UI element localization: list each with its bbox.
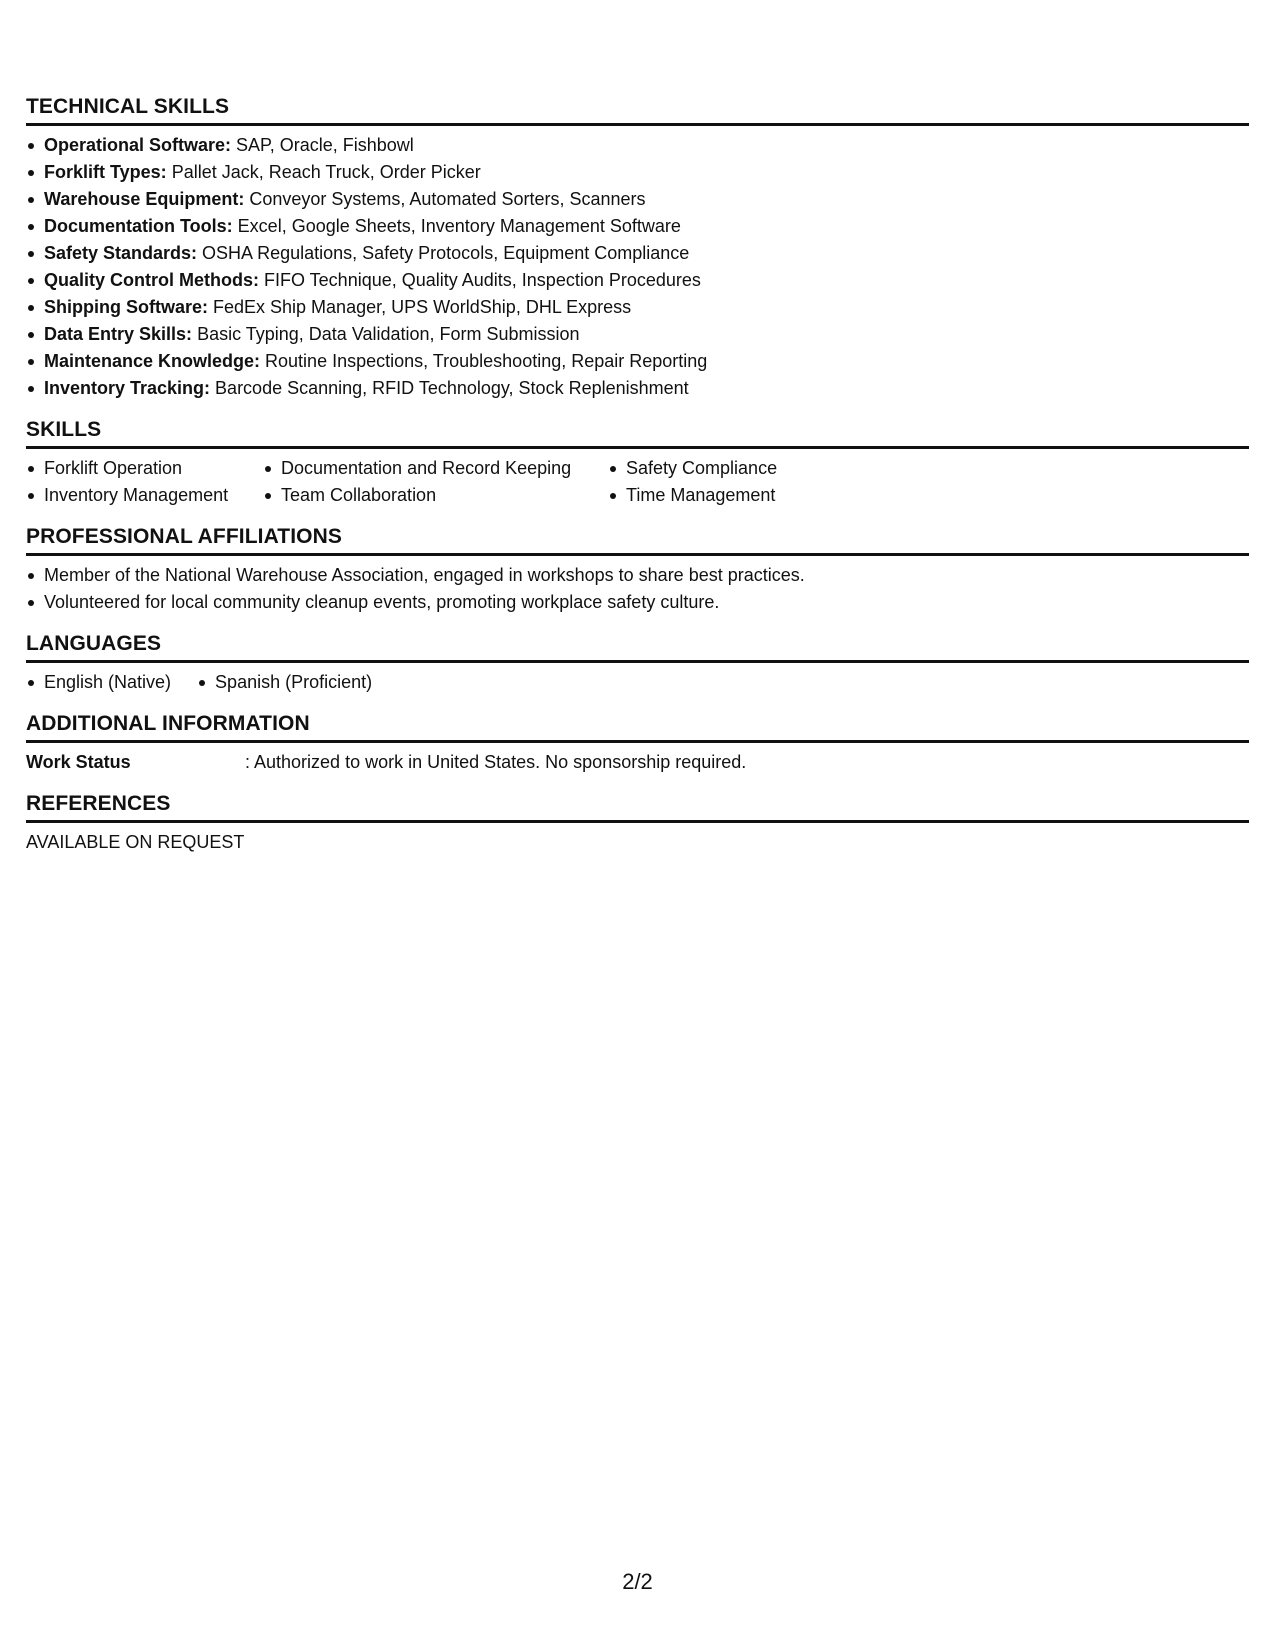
list-item: Member of the National Warehouse Association, engaged in workshops to share best practices.	[26, 562, 1249, 589]
resume-page	[26, 94, 1249, 871]
skill-label: Quality Control Methods:	[44, 270, 259, 290]
list-item	[26, 348, 1249, 375]
additional-info-heading: ADDITIONAL INFORMATION	[26, 711, 1249, 743]
skill-value: Basic Typing, Data Validation, Form Submission	[192, 324, 580, 344]
list-item: Volunteered for local community cleanup events, promoting workplace safety culture.	[26, 589, 1249, 616]
skill-label: Maintenance Knowledge:	[44, 351, 261, 371]
languages-list	[26, 669, 398, 696]
list-item: Team Collaboration	[263, 482, 608, 509]
work-status-label: Work Status	[26, 752, 131, 772]
skill-label: Forklift Types:	[44, 162, 167, 182]
references-heading: REFERENCES	[26, 791, 1249, 823]
skill-label: Safety Standards:	[44, 243, 198, 263]
work-status-row	[26, 749, 1249, 776]
page-number: 2/2	[622, 1569, 653, 1594]
skill-value: Routine Inspections, Troubleshooting, Repair Reporting	[260, 351, 708, 371]
list-item	[26, 213, 1249, 240]
list-item: English (Native)	[26, 669, 171, 696]
list-item	[26, 186, 1249, 213]
skills-grid	[26, 455, 1249, 509]
list-item	[26, 375, 1249, 402]
affiliations-section	[26, 524, 1249, 616]
list-item: Forklift Operation	[26, 455, 263, 482]
languages-heading: LANGUAGES	[26, 631, 1249, 663]
work-status-value: : Authorized to work in United States. No sponsorship required.	[245, 752, 747, 772]
skill-value: Conveyor Systems, Automated Sorters, Scanners	[244, 189, 646, 209]
skill-label: Data Entry Skills:	[44, 324, 193, 344]
skills-column	[263, 455, 608, 509]
list-item	[26, 321, 1249, 348]
references-section	[26, 791, 1249, 856]
technical-skills-heading: TECHNICAL SKILLS	[26, 94, 1249, 126]
languages-row	[26, 669, 1249, 696]
list-item: Time Management	[608, 482, 808, 509]
list-item	[26, 240, 1249, 267]
skills-column	[608, 455, 808, 509]
list-item: Safety Compliance	[608, 455, 808, 482]
skill-value: Pallet Jack, Reach Truck, Order Picker	[166, 162, 481, 182]
list-item	[26, 132, 1249, 159]
additional-info-section	[26, 711, 1249, 776]
affiliations-list	[26, 562, 1249, 616]
skills-section	[26, 417, 1249, 509]
skill-value: Excel, Google Sheets, Inventory Management Software	[232, 216, 681, 236]
skills-column	[26, 455, 263, 509]
list-item	[26, 267, 1249, 294]
skill-value: FIFO Technique, Quality Audits, Inspection Procedures	[259, 270, 701, 290]
languages-section	[26, 631, 1249, 696]
skills-heading: SKILLS	[26, 417, 1249, 449]
skill-value: SAP, Oracle, Fishbowl	[231, 135, 414, 155]
skill-label: Inventory Tracking:	[44, 378, 211, 398]
list-item	[26, 159, 1249, 186]
list-item: Spanish (Proficient)	[197, 669, 372, 696]
skill-value: OSHA Regulations, Safety Protocols, Equipment Compliance	[197, 243, 690, 263]
list-item: Inventory Management	[26, 482, 263, 509]
technical-skills-list	[26, 132, 1249, 402]
skill-value: FedEx Ship Manager, UPS WorldShip, DHL Express	[208, 297, 632, 317]
skill-label: Documentation Tools:	[44, 216, 233, 236]
technical-skills-section	[26, 94, 1249, 402]
affiliations-heading: PROFESSIONAL AFFILIATIONS	[26, 524, 1249, 556]
skill-label: Warehouse Equipment:	[44, 189, 245, 209]
skill-value: Barcode Scanning, RFID Technology, Stock Replenishment	[210, 378, 689, 398]
skill-label: Shipping Software:	[44, 297, 208, 317]
list-item: Documentation and Record Keeping	[263, 455, 608, 482]
skill-label: Operational Software:	[44, 135, 232, 155]
references-text: AVAILABLE ON REQUEST	[26, 832, 245, 852]
list-item	[26, 294, 1249, 321]
